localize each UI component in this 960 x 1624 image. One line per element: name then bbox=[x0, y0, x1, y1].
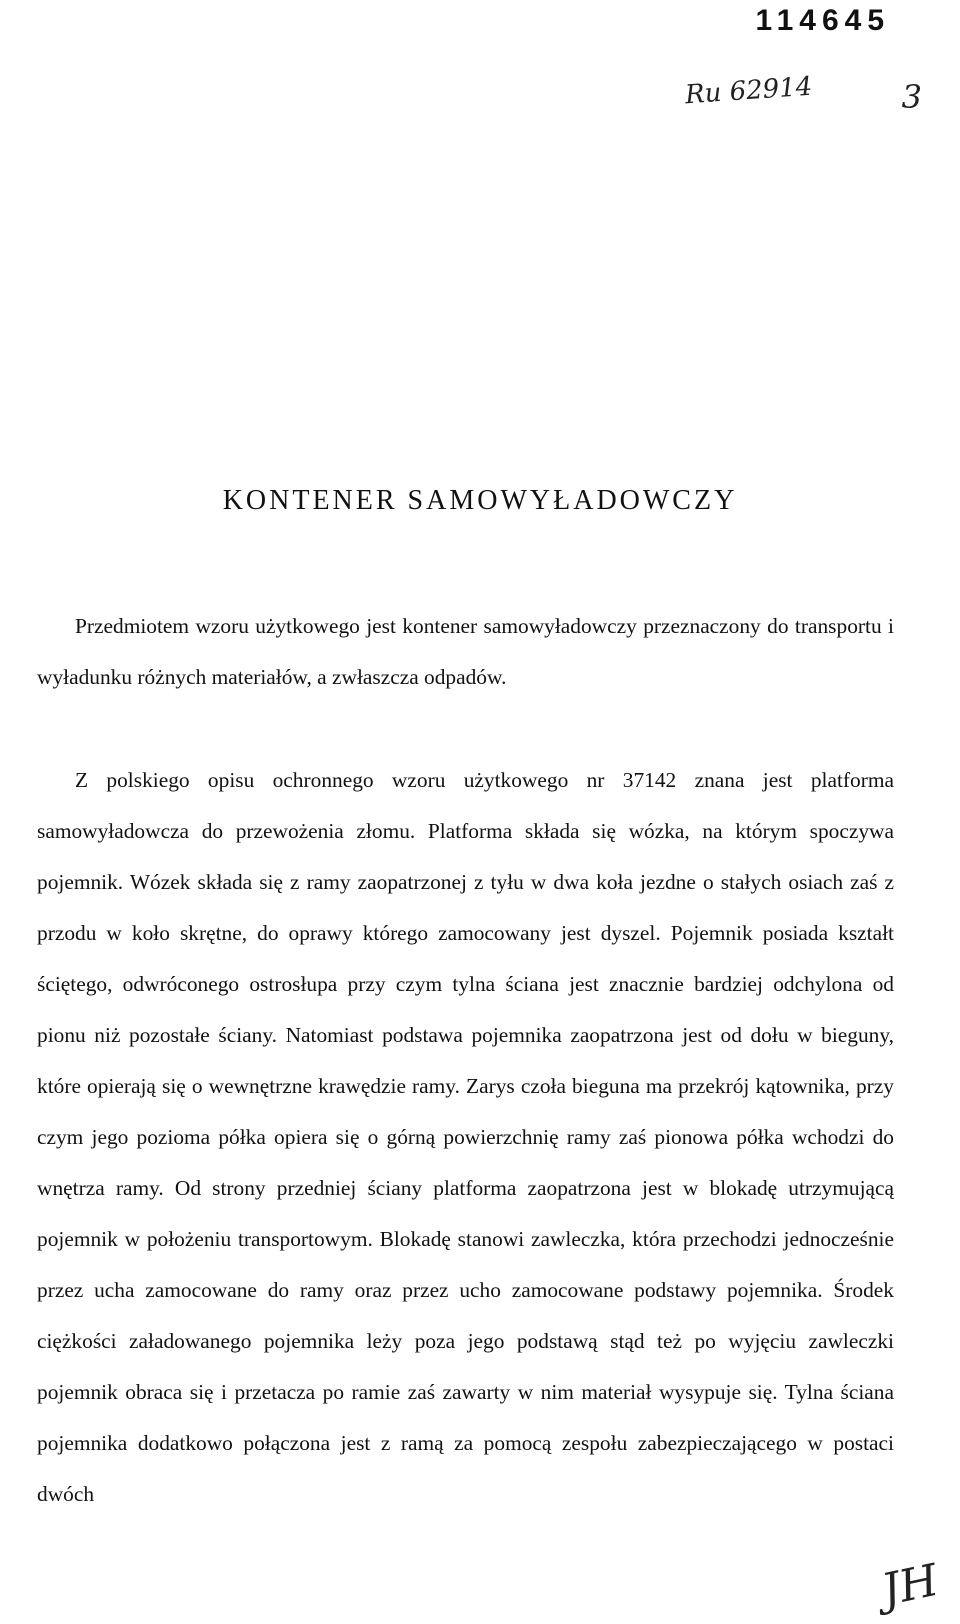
document-number: 114645 bbox=[755, 4, 890, 37]
page-mark: 3 bbox=[901, 78, 922, 116]
handwritten-reference: Ru 62914 bbox=[683, 71, 813, 111]
paragraph-1: Przedmiotem wzoru użytkowego jest kontener samowyładowczy przeznaczony do transportu i wyładunku różnych materiałów, a zwłaszcza odpadów. bbox=[37, 614, 894, 690]
document-title: KONTENER SAMOWYŁADOWCZY bbox=[222, 484, 738, 516]
paragraph-2: Z polskiego opisu ochronnego wzoru użytkowego nr 37142 znana jest platforma samowyładowcza do przewożenia złomu. Platforma składa się wózka, na którym spoczywa pojemnik. Wózek składa się z ramy zaopatrzonej z tyłu w dwa koła jezdne o stałych osiach zaś z przodu w koło skrętne, do oprawy którego zamocowany jest dyszel. Pojemnik posiada kształt ściętego, odwróconego ostrosłupa przy czym tylna ściana jest znacznie bardziej odchylona od pionu niż pozostałe ściany. Natomiast podstawa pojemnika zaopatrzona jest od dołu w bieguny, które opierają się o wewnętrzne krawędzie ramy. Zarys czoła bieguna ma przekrój kątownika, przy czym jego pozioma półka opiera się o górną powierzchnię ramy zaś pionowa półka wchodzi do wnętrza ramy. Od strony przedniej ściany platforma zaopatrzona jest w blokadę utrzymującą pojemnik w położeniu transportowym. Blokadę stanowi zawleczka, która przechodzi jednocześnie przez ucha zamocowane do ramy oraz przez ucho zamocowane podstawy pojemnika. Środek ciężkości załadowanego pojemnika leży poza jego podstawą stąd też po wyjęciu zawleczki pojemnik obraca się i przetacza po ramie zaś zawarty w nim materiał wysypuje się. Tylna ściana pojemnika dodatkowo połączona jest z ramą za pomocą zespołu zabezpieczającego w postaci dwóch bbox=[37, 768, 894, 1507]
handwritten-initials: JH bbox=[877, 1554, 943, 1617]
